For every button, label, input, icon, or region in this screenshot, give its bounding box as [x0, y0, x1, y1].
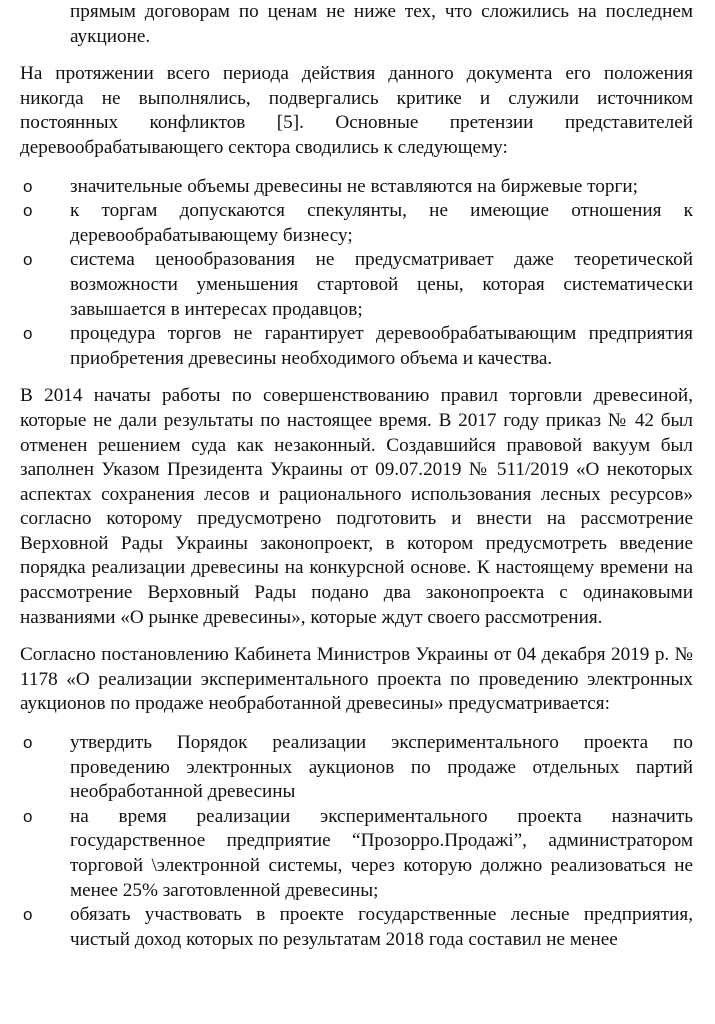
list-item-text: система ценообразования не предусматривает даже теоретической возможности уменьшения стартовой цены, которая систематически завышается в интересах продавцов;: [70, 249, 693, 320]
list-item-text: на время реализации экспериментального проекта назначить государственное предприятие “Прозорро.Продажі”, администратором торговой \электронной системы, через которую должно реализоваться не менее 25% заготовленной древесины;: [70, 805, 693, 901]
list-item: [20, 322, 693, 371]
paragraph-resolution: Согласно постановлению Кабинета Министров Украины от 04 декабря 2019 р. № 1178 «О реализации экспериментального проекта по проведению электронных аукционов по продаже необработанной древесины» предусматривается:: [20, 644, 693, 715]
list-item-text: значительные объемы древесины не вставляются на биржевые торги;: [70, 175, 638, 197]
continued-list-item: прямым договорам по ценам не ниже тех, что сложились на последнем аукционе.: [70, 1, 693, 47]
list-item: [20, 248, 693, 322]
list-item: [20, 199, 693, 248]
claims-list: [20, 175, 693, 372]
list-item: [20, 903, 693, 977]
paragraph-conflicts: На протяжении всего периода действия данного документа его положения никогда не выполнялись, подвергались критике и служили источником постоянных конфликтов [5]. Основные претензии представителей деревообрабатывающего сектора сводились к следующему:: [20, 63, 693, 158]
list-item: [20, 805, 693, 903]
bullet-marker: o: [23, 201, 33, 221]
bullet-marker: o: [23, 806, 33, 826]
list-item: [20, 175, 693, 200]
list-item-text: обязать участвовать в проекте государственные лесные предприятия, чистый доход которых по результатам 2018 года составил не менее: [70, 904, 693, 950]
bullet-marker: o: [23, 733, 33, 753]
document-page: [20, 0, 693, 977]
list-item-text: процедура торгов не гарантирует деревообрабатывающим предприятия приобретения древесины необходимого объема и качества.: [70, 323, 693, 369]
paragraph-reforms: В 2014 начаты работы по совершенствованию правил торговли древесиной, которые не дали результаты по настоящее время. В 2017 году приказ № 42 был отменен решением суда как незаконный. Создавшийся правовой вакуум был заполнен Указом Президента Украины от 09.07.2019 № 511/2019 «О некоторых аспектах сохранения лесов и рационального использования лесных ресурсов» согласно которому предусмотрено подготовить и внести на рассмотрение Верховной Рады Украины законопроект, в котором предусмотреть введение порядка реализации древесины на конкурсной основе. К настоящему времени на рассмотрение Верховный Рады подано два законопроекта с одинаковыми названиями «О рынке древесины», которые ждут своего рассмотрения.: [20, 385, 693, 628]
bullet-marker: o: [23, 250, 33, 270]
list-item: [20, 731, 693, 805]
list-item-text: утвердить Порядок реализации экспериментального проекта по проведению электронных аукционов по продаже отдельных партий необработанной древесины: [70, 732, 693, 803]
bullet-marker: o: [23, 905, 33, 925]
bullet-marker: o: [23, 324, 33, 344]
resolution-list: [20, 731, 693, 977]
list-item-text: к торгам допускаются спекулянты, не имеющие отношения к деревообрабатывающему бизнесу;: [70, 200, 693, 246]
bullet-marker: o: [23, 176, 33, 196]
